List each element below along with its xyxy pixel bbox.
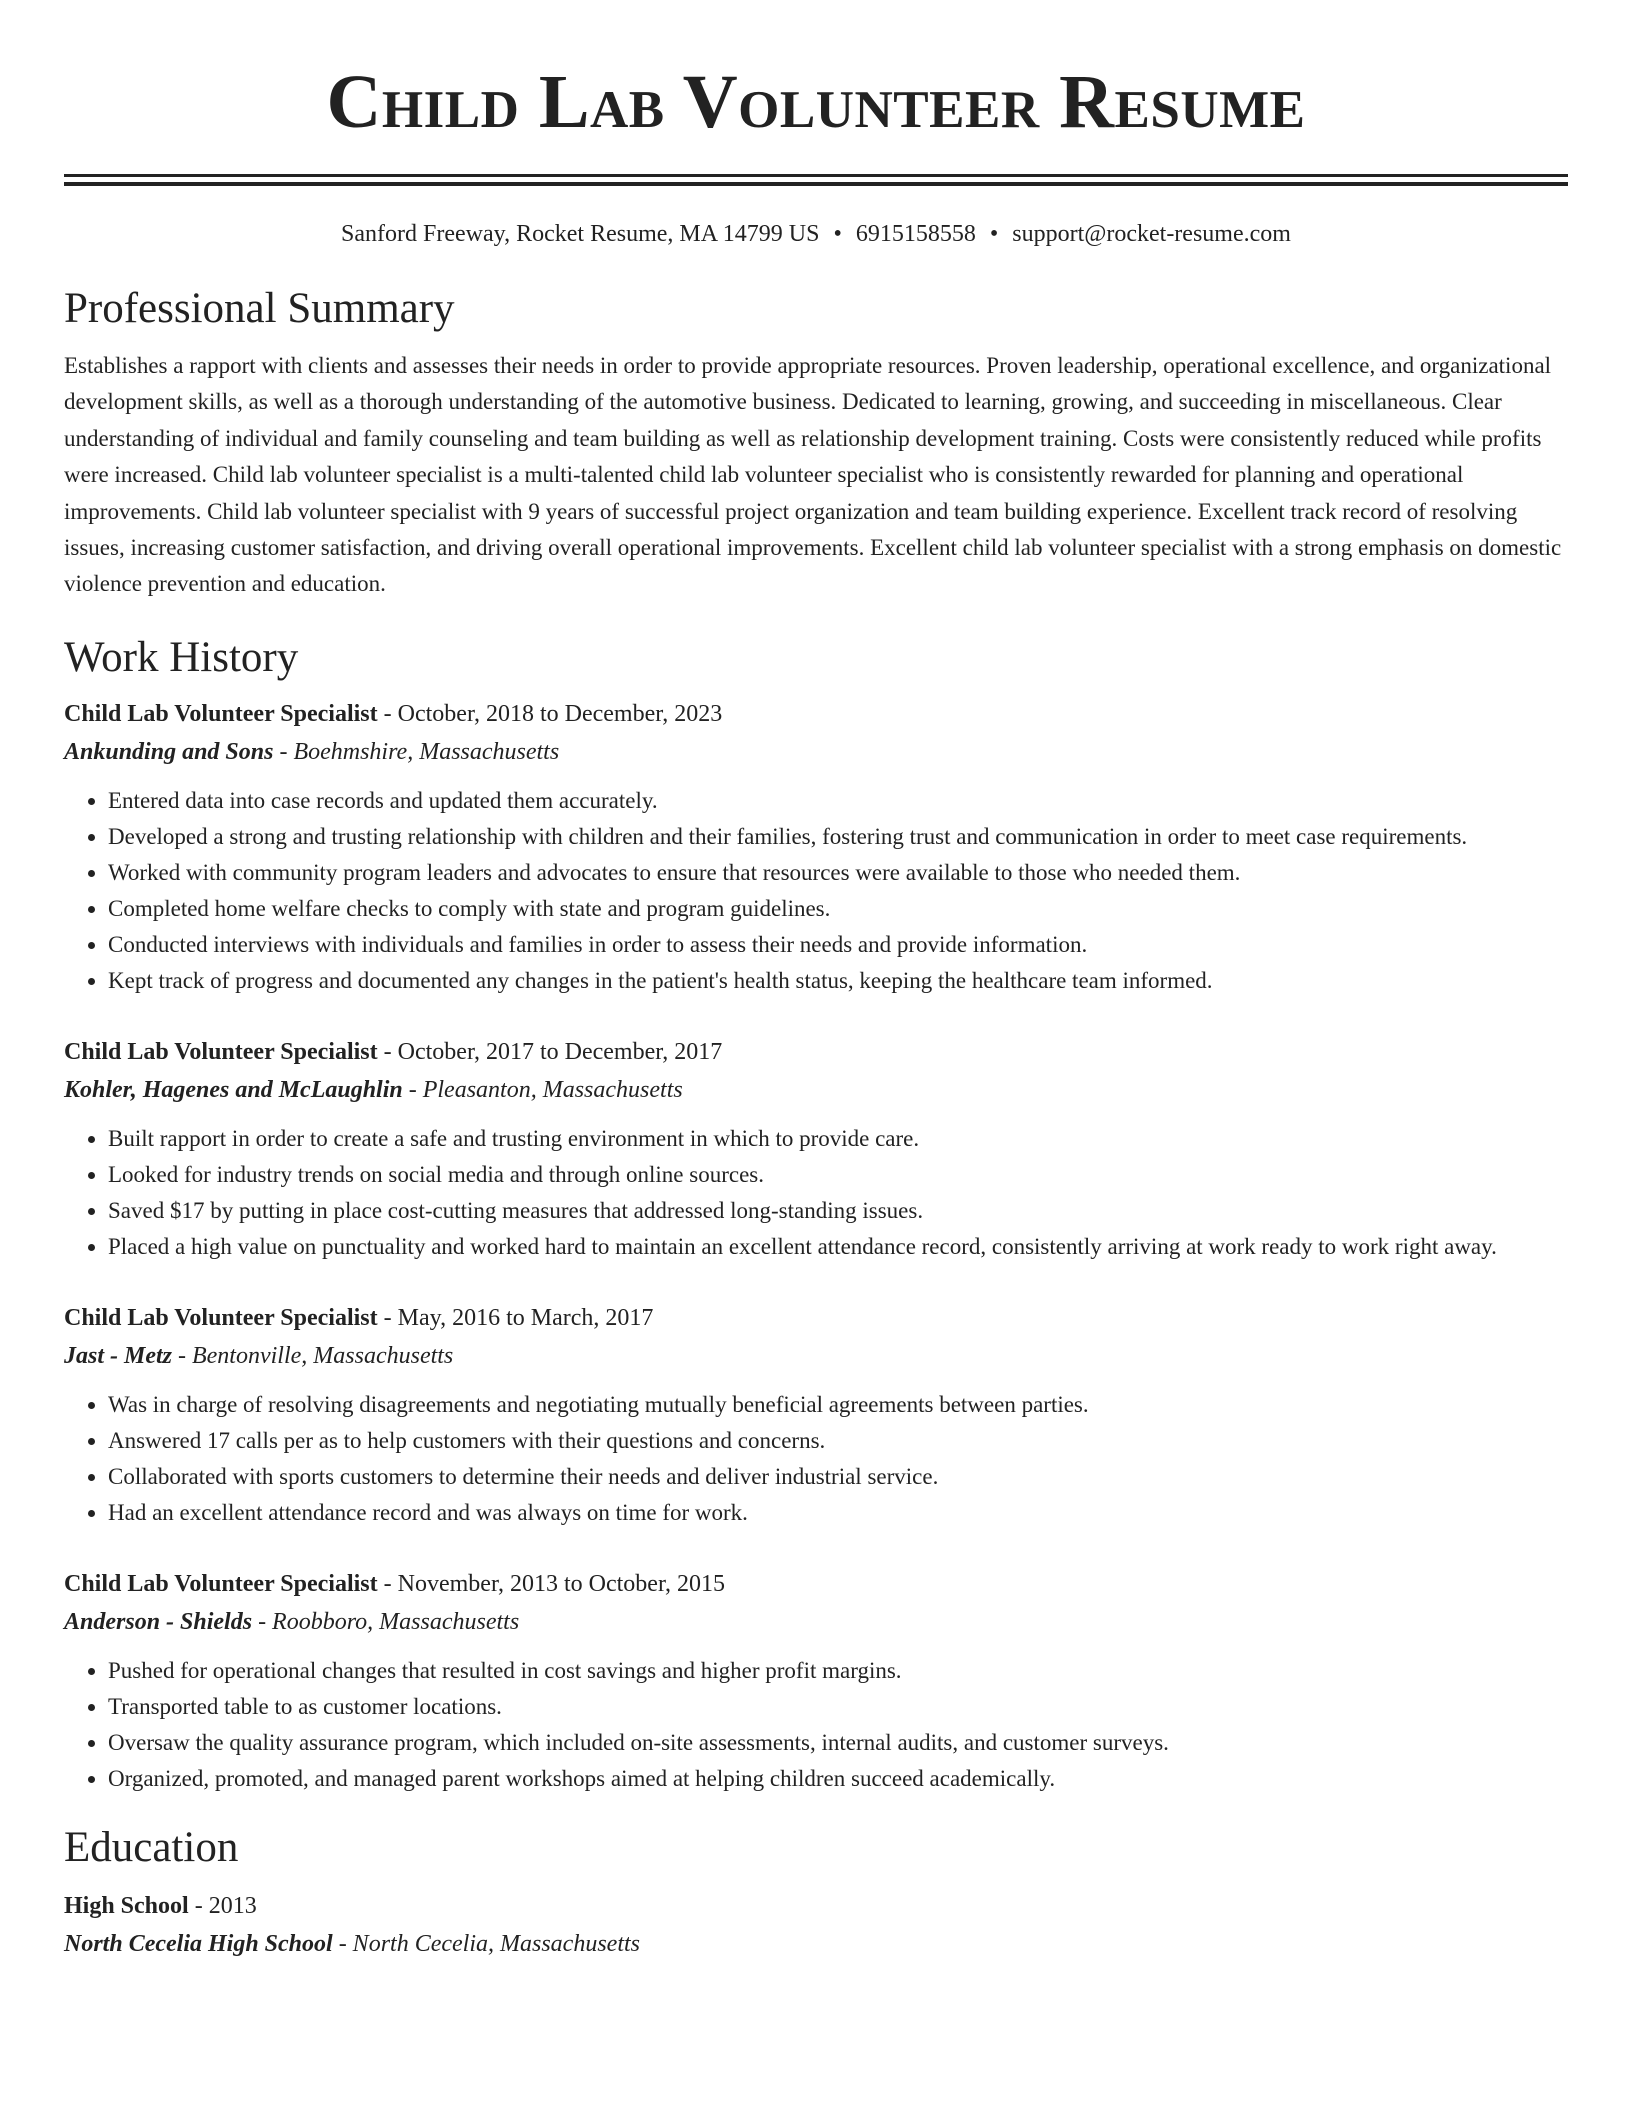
title-divider-top	[64, 174, 1568, 177]
contact-separator: •	[989, 221, 999, 247]
job-bullet: • Saved $17 by putting in place cost-cutting measures that addressed long-standing issues.	[108, 1193, 1568, 1229]
job-dates: - May, 2016 to March, 2017	[377, 1304, 654, 1331]
job-employer	[64, 1071, 1568, 1109]
job-bullet: • Conducted interviews with individuals and families in order to assess their needs and provide information.	[108, 927, 1568, 963]
job-bullet: • Collaborated with sports customers to determine their needs and deliver industrial service.	[108, 1459, 1568, 1495]
job-bullet: • Placed a high value on punctuality and worked hard to maintain an excellent attendance record, consistently arriving at work ready to work right away.	[108, 1229, 1568, 1265]
job-entry	[64, 695, 1568, 999]
job-title: Child Lab Volunteer Specialist	[64, 700, 378, 727]
job-header	[64, 1565, 1568, 1603]
education-school: North Cecelia High School	[64, 1930, 333, 1957]
contact-line	[64, 218, 1568, 250]
job-bullet: • Looked for industry trends on social media and through online sources.	[108, 1157, 1568, 1193]
summary-text: Establishes a rapport with clients and assesses their needs in order to provide appropriate resources. Proven leadership, operational excellence, and organizational development skills, as well as a thorough understanding of the automotive business. Dedicated to learning, growing, and succeeding in miscellaneous. Clear understanding of individual and family counseling and team building as well as relationship development training. Costs were consistently reduced while profits were increased. Child lab volunteer specialist is a multi-talented child lab volunteer specialist who is consistently rewarded for planning and operational improvements. Child lab volunteer specialist with 9 years of successful project organization and team building experience. Excellent track record of resolving issues, increasing customer satisfaction, and driving overall operational improvements. Excellent child lab volunteer specialist with a strong emphasis on domestic violence prevention and education.	[64, 353, 1562, 597]
job-bullet: • Was in charge of resolving disagreements and negotiating mutually beneficial agreements between parties.	[108, 1387, 1568, 1423]
job-bullet: • Organized, promoted, and managed parent workshops aimed at helping children succeed academically.	[108, 1761, 1568, 1797]
job-employer	[64, 733, 1568, 771]
contact-separator: •	[833, 221, 842, 247]
job-bullet: • Developed a strong and trusting relationship with children and their families, fostering trust and communication in order to meet case requirements.	[108, 819, 1568, 855]
job-location: - Roobboro, Massachusetts	[252, 1608, 520, 1635]
job-header	[64, 1299, 1568, 1337]
job-bullet: • Completed home welfare checks to comply with state and program guidelines.	[108, 891, 1568, 927]
job-company: Jast - Metz	[64, 1342, 172, 1369]
education-degree: High School	[64, 1892, 189, 1919]
work-history-heading: Work History	[64, 633, 299, 681]
job-bullet: • Worked with community program leaders and advocates to ensure that resources were available to those who needed them.	[108, 855, 1568, 891]
job-bullets	[64, 1387, 1568, 1531]
job-bullet: • Built rapport in order to create a safe and trusting environment in which to provide care.	[108, 1121, 1568, 1157]
job-bullet: • Pushed for operational changes that resulted in cost savings and higher profit margins.	[108, 1653, 1568, 1689]
job-dates: - October, 2017 to December, 2017	[377, 1038, 723, 1065]
job-bullet: • Oversaw the quality assurance program, which included on-site assessments, internal audits, and customer surveys.	[108, 1725, 1568, 1761]
job-bullet: • Kept track of progress and documented any changes in the patient's health status, keeping the healthcare team informed.	[108, 963, 1568, 999]
job-bullets	[64, 1121, 1568, 1265]
job-bullets	[64, 783, 1568, 999]
contact-address: Sanford Freeway, Rocket Resume, MA 14799 US	[341, 221, 820, 247]
education-year: - 2013	[188, 1892, 257, 1919]
job-title: Child Lab Volunteer Specialist	[64, 1038, 378, 1065]
summary-heading: Professional Summary	[64, 285, 455, 332]
job-company: Kohler, Hagenes and McLaughlin	[64, 1076, 403, 1103]
job-bullet: • Entered data into case records and updated them accurately.	[108, 783, 1568, 819]
job-dates: - November, 2013 to October, 2015	[377, 1570, 725, 1597]
job-entry	[64, 1565, 1568, 1797]
job-location: - Pleasanton, Massachusetts	[402, 1076, 683, 1103]
job-employer	[64, 1603, 1568, 1641]
job-bullet: • Transported table to as customer locations.	[108, 1689, 1568, 1725]
education-heading: Education	[64, 1823, 239, 1871]
job-title: Child Lab Volunteer Specialist	[64, 1304, 378, 1331]
job-bullets	[64, 1653, 1568, 1797]
title-divider-bottom	[64, 182, 1568, 186]
education-school-line	[64, 1925, 1568, 1963]
job-company: Anderson - Shields	[64, 1608, 253, 1635]
job-header	[64, 695, 1568, 733]
education-header	[64, 1887, 1568, 1925]
job-title: Child Lab Volunteer Specialist	[64, 1570, 378, 1597]
job-bullet: • Had an excellent attendance record and was always on time for work.	[108, 1495, 1568, 1531]
job-entry	[64, 1299, 1568, 1531]
job-dates: - October, 2018 to December, 2023	[377, 700, 723, 727]
job-company: Ankunding and Sons	[64, 738, 274, 765]
contact-email: support@rocket-resume.com	[1012, 221, 1291, 247]
job-entry	[64, 1033, 1568, 1265]
job-employer	[64, 1337, 1568, 1375]
job-header	[64, 1033, 1568, 1071]
resume-title: Child Lab Volunteer Resume	[326, 60, 1306, 144]
education-location: - North Cecelia, Massachusetts	[332, 1930, 640, 1957]
job-location: - Boehmshire, Massachusetts	[273, 738, 560, 765]
job-location: - Bentonville, Massachusetts	[172, 1342, 454, 1369]
job-bullet: • Answered 17 calls per as to help customers with their questions and concerns.	[108, 1423, 1568, 1459]
contact-phone: 6915158558	[855, 221, 976, 247]
